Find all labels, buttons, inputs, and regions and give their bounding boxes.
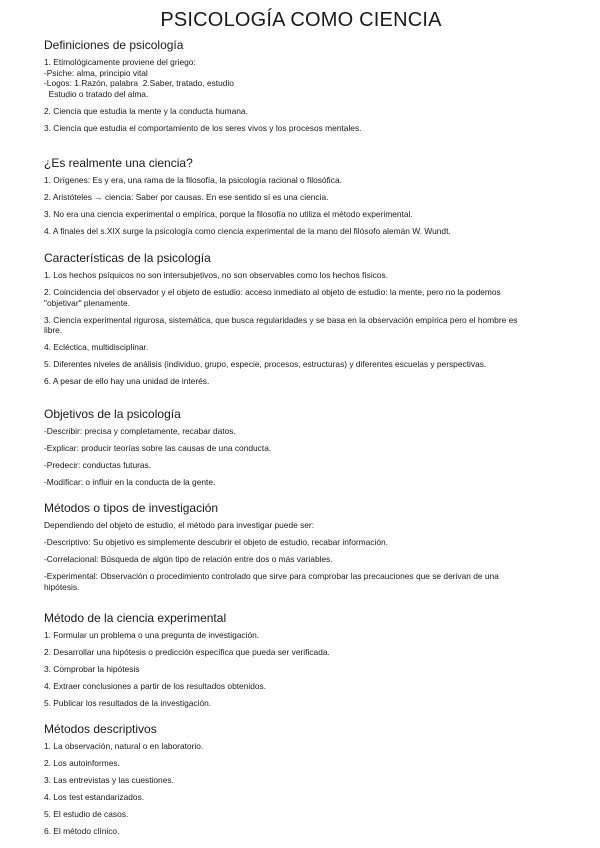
text-line: 4. Extraer conclusiones a partir de los resultados obtenidos.	[44, 681, 267, 692]
text-line: 3. Ciencia que estudia el comportamiento de los seres vivos y los procesos mentales.	[44, 122, 362, 133]
text-line: 3. No era una ciencia experimental o empírica, porque la filosofía no utiliza el método experimental.	[44, 209, 413, 220]
text-line: 3. Ciencia experimental rigurosa, sistemática, que busca regularidades y se basa en la observación empírica pero el hombre es	[44, 314, 518, 325]
text-line: 1. Etimológicamente proviene del griego:	[44, 57, 196, 67]
text-line: 2. Los autoinformes.	[44, 758, 120, 769]
text-line: Estudio o tratado del alma.	[44, 88, 149, 99]
paragraph	[44, 571, 558, 592]
paragraph	[44, 647, 558, 664]
paragraph	[44, 106, 558, 123]
section-heading: ¿Es realmente una ciencia?	[44, 156, 193, 170]
section-heading: Métodos o tipos de investigación	[44, 501, 219, 515]
text-line: 5. Diferentes niveles de análisis (individuo, grupo, especie, procesos, estructuras) y diferentes escuelas y perspectivas.	[44, 359, 487, 370]
text-line: hipótesis.	[44, 581, 80, 592]
paragraph	[44, 426, 558, 443]
paragraph	[44, 681, 558, 698]
text-line: -Logos: 1.Razón, palabra 2.Saber, tratado, estudio	[44, 78, 234, 88]
paragraph	[44, 376, 558, 387]
text-line: 6. A pesar de ello hay una unidad de interés.	[44, 376, 210, 387]
text-line: -Experimental: Observación o procedimiento controlado que sirve para comprobar las precauciones que se derivan de una	[44, 571, 499, 582]
text-line: 3. Comprobar la hipótesis	[44, 664, 140, 675]
text-line: 1. Orígenes: Es y era, una rama de la filosofía, la psicología racional o filosófica.	[44, 175, 342, 185]
text-line: 6. El método clínico.	[44, 826, 120, 837]
paragraph	[44, 460, 558, 477]
text-line: 4. Los test estandarizados.	[44, 792, 145, 803]
section	[44, 501, 558, 592]
paragraph	[44, 192, 558, 209]
text-line: 2. Aristóteles → ciencia: Saber por causas. En ese sentido sí es una ciencia.	[44, 192, 329, 203]
paragraph	[44, 443, 558, 460]
section	[44, 722, 558, 837]
paragraph	[44, 554, 558, 571]
section	[44, 407, 558, 488]
paragraph	[44, 809, 558, 826]
section-heading: Definiciones de psicología	[44, 38, 184, 52]
text-line: -Descriptivo: Su objetivo es simplemente descubrir el objeto de estudio, recabar información.	[44, 537, 389, 548]
text-line: -Explicar: producir teorías sobre las causas de una conducta.	[44, 443, 272, 454]
paragraph	[44, 698, 558, 709]
paragraph	[44, 342, 558, 359]
paragraph	[44, 775, 558, 792]
text-line: 2. Ciencia que estudia la mente y la conducta humana.	[44, 105, 248, 116]
section	[44, 38, 558, 133]
paragraph	[44, 359, 558, 376]
paragraph	[44, 226, 558, 237]
paragraph	[44, 792, 558, 809]
paragraph	[44, 209, 558, 226]
text-line: -Describir: precisa y completamente, recabar datos.	[44, 426, 236, 436]
paragraph	[44, 758, 558, 775]
text-line: 1. Formular un problema o una pregunta de investigación.	[44, 630, 260, 640]
text-line: -Psiche: alma, principio vital	[44, 67, 148, 78]
text-line: 2. Coincidencia del observador y el objeto de estudio: acceso inmediato al objeto de estudio: la mente, pero no la podemos	[44, 287, 501, 298]
paragraph	[44, 630, 558, 647]
paragraph	[44, 477, 558, 488]
text-line: 3. Las entrevistas y las cuestiones.	[44, 775, 174, 786]
section-heading: Métodos descriptivos	[44, 722, 157, 736]
text-line: Dependiendo del objeto de estudio, el método para investigar puede ser:	[44, 520, 315, 530]
section	[44, 156, 558, 237]
text-line: libre.	[44, 325, 63, 336]
paragraph	[44, 537, 558, 554]
text-line: -Modificar: o influir en la conducta de la gente.	[44, 477, 216, 488]
text-line: 5. El estudio de casos.	[44, 809, 129, 820]
paragraph	[44, 741, 558, 758]
paragraph	[44, 270, 558, 287]
section	[44, 611, 558, 709]
text-line: 5. Publicar los resultados de la investigación.	[44, 698, 212, 709]
paragraph	[44, 57, 558, 106]
text-line: 1. La observación, natural o en laboratorio.	[44, 741, 204, 751]
text-line: "objetivar" plenamente.	[44, 297, 131, 308]
paragraph	[44, 315, 558, 343]
text-line: -Correlacional: Búsqueda de algún tipo de relación entre dos o más variables.	[44, 554, 333, 565]
paragraph	[44, 287, 558, 315]
text-line: 2. Desarrollar una hipótesis o predicción específica que pueda ser verificada.	[44, 647, 330, 658]
text-line: -Predecir: conductas futuras.	[44, 460, 152, 471]
section-heading: Método de la ciencia experimental	[44, 611, 227, 625]
paragraph	[44, 175, 558, 192]
paragraph	[44, 520, 558, 537]
text-line: 4. A finales del s.XIX surge la psicología como ciencia experimental de la mano del filósofo alemán W. Wundt.	[44, 226, 451, 237]
paragraph	[44, 123, 558, 134]
paragraph	[44, 664, 558, 681]
section-heading: Objetivos de la psicología	[44, 407, 181, 421]
text-line: 4. Ecléctica, multidisciplinar.	[44, 342, 149, 353]
page-title: PSICOLOGÍA COMO CIENCIA	[160, 9, 442, 31]
section	[44, 251, 558, 387]
paragraph	[44, 826, 558, 837]
text-line: 1. Los hechos psíquicos no son intersubjetivos, no son observables como los hechos físicos.	[44, 270, 389, 280]
section-heading: Características de la psicología	[44, 251, 211, 265]
